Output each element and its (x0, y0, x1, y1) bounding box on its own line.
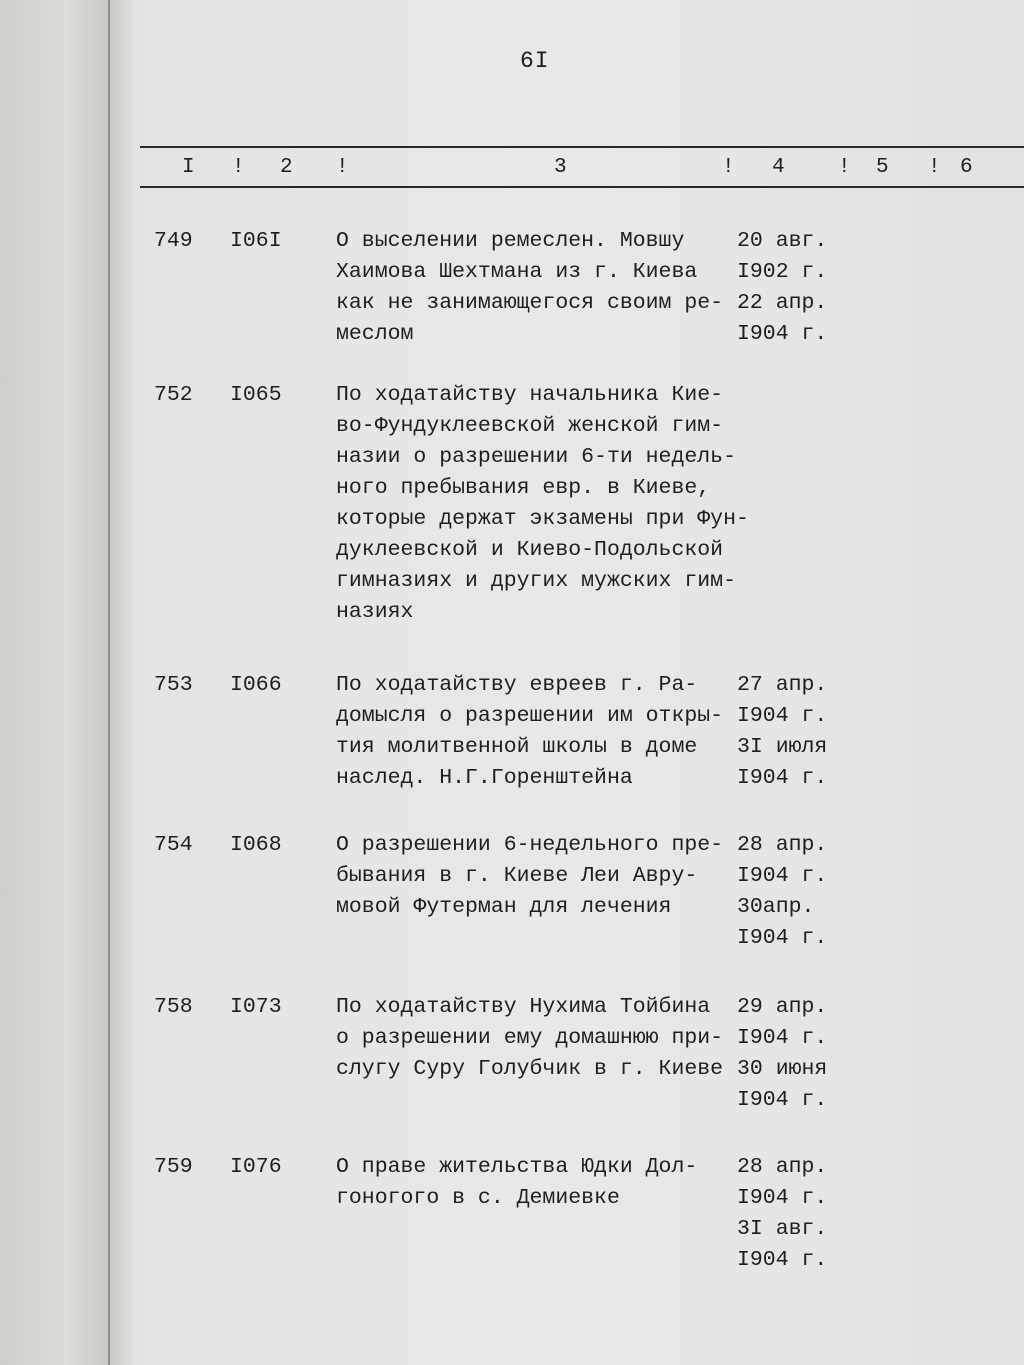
case-dates (737, 992, 857, 1116)
case-date-line: I904 г. (737, 1026, 828, 1050)
table-rule-top (140, 146, 1024, 148)
header-col4: 4 (772, 156, 785, 179)
case-number: I068 (230, 833, 282, 857)
case-date-line: I904 г. (737, 1248, 828, 1272)
case-dates (737, 226, 857, 350)
case-title-line: слугу Суру Голубчик в г. Киеве (336, 1057, 724, 1081)
case-title-line: гимназиях и других мужских гим- (336, 569, 736, 593)
case-title-line: Хаимова Шехтмана из г. Киева (336, 260, 698, 284)
case-date-line: I904 г. (737, 766, 828, 790)
document-page (108, 0, 1024, 1365)
record-number: 752 (154, 383, 193, 407)
header-sep5: ! (928, 156, 941, 179)
case-dates (737, 830, 857, 954)
case-title-line: меслом (336, 322, 414, 346)
record-number: 758 (154, 995, 193, 1019)
case-dates (737, 670, 857, 794)
case-date-line: 3I июля (737, 735, 828, 759)
case-title-line: По ходатайству начальника Кие- (336, 383, 724, 407)
case-title-line: наслед. Н.Г.Горенштейна (336, 766, 633, 790)
case-title-line: тия молитвенной школы в доме (336, 735, 698, 759)
case-date-line: I904 г. (737, 704, 828, 728)
case-title (336, 830, 746, 923)
case-title-line: дуклеевской и Киево-Подольской (336, 538, 724, 562)
case-date-line: I904 г. (737, 1088, 828, 1112)
case-title-line: как не занимающегося своим ре- (336, 291, 724, 315)
page-number: 6I (520, 48, 550, 74)
case-date-line: 30 июня (737, 1057, 828, 1081)
case-title-line: О разрешении 6-недельного пре- (336, 833, 724, 857)
case-date-line: I904 г. (737, 926, 828, 950)
table-header (110, 156, 1024, 182)
case-date-line: 3I авг. (737, 1217, 828, 1241)
case-date-line: I902 г. (737, 260, 828, 284)
case-title-line: гоногого в с. Демиевке (336, 1186, 620, 1210)
case-title-line: назии о разрешении 6-ти недель- (336, 445, 736, 469)
table-rule-bottom (140, 186, 1024, 188)
case-date-line: 22 апр. (737, 291, 828, 315)
header-sep2: ! (336, 156, 349, 179)
case-title-line: По ходатайству Нухима Тойбина (336, 995, 711, 1019)
case-title-line: мовой Футерман для лечения (336, 895, 672, 919)
case-title-line: назиях (336, 600, 414, 624)
case-title (336, 226, 746, 350)
left-page-edge (0, 0, 110, 1365)
record-number: 754 (154, 833, 193, 857)
case-date-line: 30апр. (737, 895, 815, 919)
header-col6: 6 (960, 156, 973, 179)
header-sep3: ! (722, 156, 735, 179)
case-title (336, 992, 746, 1085)
case-date-line: 29 апр. (737, 995, 828, 1019)
case-date-line: 27 апр. (737, 673, 828, 697)
case-title-line: О выселении ремеслен. Мовшу (336, 229, 685, 253)
case-number: I066 (230, 673, 282, 697)
case-title-line: ного пребывания евр. в Киеве, (336, 476, 711, 500)
case-date-line: 28 апр. (737, 833, 828, 857)
case-title (336, 1152, 746, 1214)
header-col3: 3 (554, 156, 567, 179)
case-number: I06I (230, 229, 282, 253)
case-title (336, 670, 746, 794)
case-title-line: во-Фундуклеевской женской гим- (336, 414, 724, 438)
case-dates (737, 1152, 857, 1276)
case-date-line: 20 авг. (737, 229, 828, 253)
case-number: I065 (230, 383, 282, 407)
case-title-line: По ходатайству евреев г. Ра- (336, 673, 698, 697)
record-number: 749 (154, 229, 193, 253)
header-sep4: ! (838, 156, 851, 179)
record-number: 753 (154, 673, 193, 697)
header-col5: 5 (876, 156, 889, 179)
record-number: 759 (154, 1155, 193, 1179)
case-date-line: I904 г. (737, 1186, 828, 1210)
case-title-line: о разрешении ему домашнюю при- (336, 1026, 724, 1050)
case-title-line: которые держат экзамены при Фун- (336, 507, 749, 531)
header-sep1: ! (232, 156, 245, 179)
case-number: I073 (230, 995, 282, 1019)
header-col2: 2 (280, 156, 293, 179)
case-title (336, 380, 749, 628)
case-number: I076 (230, 1155, 282, 1179)
case-title-line: бывания в г. Киеве Леи Авру- (336, 864, 698, 888)
case-title-line: О праве жительства Юдки Дол- (336, 1155, 698, 1179)
case-title-line: домысля о разрешении им откры- (336, 704, 724, 728)
case-date-line: 28 апр. (737, 1155, 828, 1179)
case-date-line: I904 г. (737, 864, 828, 888)
header-col1: I (182, 156, 195, 179)
case-date-line: I904 г. (737, 322, 828, 346)
